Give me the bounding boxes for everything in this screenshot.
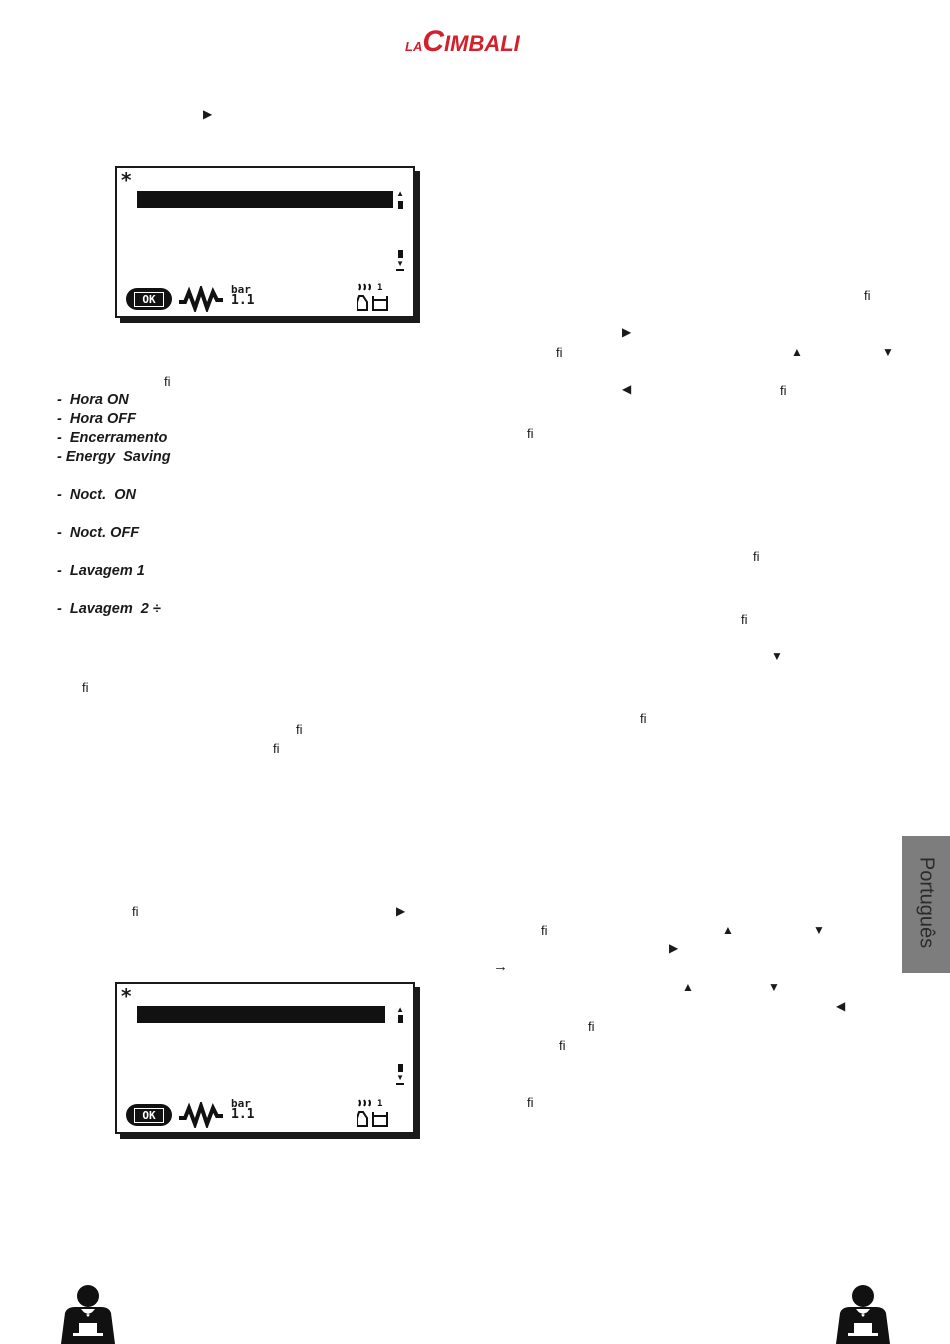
svg-text:1: 1 — [377, 283, 383, 293]
heating-wave-icon — [179, 286, 223, 312]
ok-button: OK — [126, 1104, 172, 1126]
fi-mark: fi — [559, 1038, 566, 1053]
right-triangle-icon: ▶ — [622, 325, 632, 339]
scroll-down-icon: ▼ — [396, 259, 404, 268]
right-triangle-icon: ▶ — [203, 107, 213, 121]
left-triangle-icon: ◀ — [622, 382, 632, 396]
fi-mark: fi — [741, 612, 748, 627]
menu-item-lavagem-1: - Lavagem 1 — [57, 563, 145, 579]
left-triangle-icon: ◀ — [836, 999, 846, 1013]
fi-mark: fi — [780, 383, 787, 398]
scroll-thumb-bottom — [398, 250, 403, 258]
menu-item-energy-saving: - Energy Saving — [57, 449, 171, 465]
fi-mark: fi — [527, 426, 534, 441]
steam-boiler-icon — [357, 1098, 393, 1128]
heating-wave-icon — [179, 1102, 223, 1128]
logo-wordmark: LACIMBALI — [405, 25, 520, 58]
fi-mark: fi — [82, 680, 89, 695]
lcd-display-top — [115, 166, 415, 318]
fi-mark: fi — [296, 722, 303, 737]
selected-row-bar — [137, 191, 393, 208]
barista-icon — [57, 1283, 119, 1344]
scroll-thumb-top — [398, 201, 403, 209]
barista-icon — [832, 1283, 894, 1344]
right-triangle-icon: ▶ — [396, 904, 406, 918]
scroll-end-line — [396, 269, 404, 271]
lcd-display-bottom — [115, 982, 415, 1134]
arrow-right-icon: → — [493, 958, 508, 975]
scroll-down-icon: ▼ — [396, 1073, 404, 1082]
cimbali-logo — [405, 23, 550, 57]
steam-boiler-icon — [357, 282, 393, 312]
down-triangle-icon: ▼ — [771, 649, 783, 663]
ok-button: OK — [126, 288, 172, 310]
fi-mark: fi — [132, 904, 139, 919]
menu-item-encerramento: - Encerramento — [57, 430, 168, 446]
pressure-readout: bar 1.1 — [231, 283, 255, 308]
up-triangle-icon: ▲ — [791, 345, 803, 359]
pressure-readout: bar 1.1 — [231, 1097, 255, 1122]
up-triangle-icon: ▲ — [682, 980, 694, 994]
selected-row-bar — [137, 1006, 385, 1023]
menu-item-hora-on: - Hora ON — [57, 392, 129, 408]
fi-mark: fi — [588, 1019, 595, 1034]
fi-mark: fi — [164, 374, 171, 389]
language-tab — [902, 836, 950, 973]
fi-mark: fi — [864, 288, 871, 303]
up-triangle-icon: ▲ — [722, 923, 734, 937]
right-triangle-icon: ▶ — [669, 941, 679, 955]
fi-mark: fi — [556, 345, 563, 360]
scroll-thumb-top — [398, 1015, 403, 1023]
asterisk-icon: * — [121, 168, 132, 192]
menu-item-hora-off: - Hora OFF — [57, 411, 136, 427]
language-tab-label: Português — [915, 856, 938, 949]
down-triangle-icon: ▼ — [768, 980, 780, 994]
menu-item-noct-off: - Noct. OFF — [57, 525, 140, 541]
asterisk-icon: * — [121, 984, 132, 1008]
menu-item-lavagem-2: - Lavagem 2 ÷ — [57, 601, 161, 617]
menu-item-noct-on: - Noct. ON — [57, 487, 136, 503]
fi-mark: fi — [273, 741, 280, 756]
svg-text:1: 1 — [377, 1099, 383, 1109]
scroll-end-line — [396, 1083, 404, 1085]
fi-mark: fi — [640, 711, 647, 726]
scroll-up-icon: ▲ — [396, 1005, 404, 1014]
scroll-up-icon: ▲ — [396, 189, 404, 198]
scroll-thumb-bottom — [398, 1064, 403, 1072]
fi-mark: fi — [527, 1095, 534, 1110]
fi-mark: fi — [753, 549, 760, 564]
fi-mark: fi — [541, 923, 548, 938]
down-triangle-icon: ▼ — [813, 923, 825, 937]
down-triangle-icon: ▼ — [882, 345, 894, 359]
